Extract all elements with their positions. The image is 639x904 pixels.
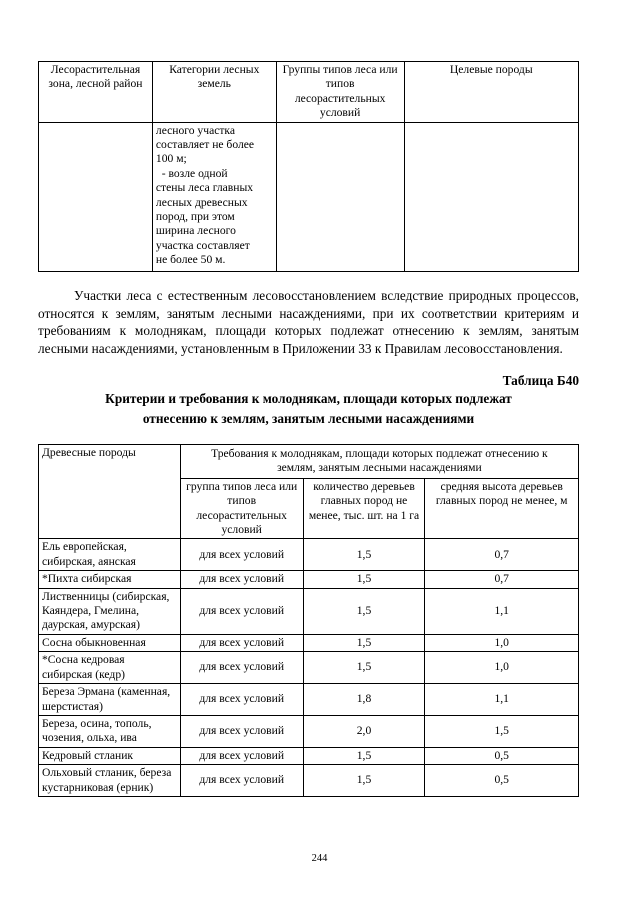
top-cell-species [404, 122, 578, 271]
table-row [39, 684, 579, 716]
table-title [38, 390, 579, 427]
table-title-line-1: Критерии и требования к молоднякам, площади которых подлежат [105, 391, 512, 406]
cell-group: для всех условий [180, 634, 303, 651]
cell-height: 1,1 [425, 684, 579, 716]
header-species: Древесные породы [39, 445, 181, 539]
table-row [39, 747, 579, 764]
top-table-header-row [39, 62, 579, 123]
cell-count: 1,5 [303, 588, 425, 634]
top-table [38, 61, 579, 272]
cell-group: для всех условий [180, 588, 303, 634]
continuation-line: лесных древесных [155, 195, 248, 209]
top-cell-category [152, 122, 276, 271]
cell-group: для всех условий [180, 539, 303, 571]
table-row [39, 715, 579, 747]
cell-height: 0,5 [425, 747, 579, 764]
top-cell-zone [39, 122, 153, 271]
cell-height: 1,5 [425, 715, 579, 747]
cell-species: Лиственницы (сибирская, Каяндера, Гмелина, даурская, амурская) [39, 588, 181, 634]
top-cell-groups [276, 122, 404, 271]
continuation-line: пород, при этом [155, 210, 235, 224]
subheader-count: количество деревьев главных пород не менее, тыс. шт. на 1 га [303, 478, 425, 539]
cell-count: 2,0 [303, 715, 425, 747]
top-header-category: Категории лесных земель [152, 62, 276, 123]
cell-height: 1,1 [425, 588, 579, 634]
continuation-line: ширина лесного [155, 224, 236, 238]
cell-species: *Сосна кедровая сибирская (кедр) [39, 652, 181, 684]
table-row [39, 765, 579, 797]
cell-group: для всех условий [180, 715, 303, 747]
cell-height: 0,7 [425, 571, 579, 588]
table-row [39, 539, 579, 571]
table-label: Таблица Б40 [502, 373, 579, 388]
top-header-groups: Группы типов леса или типов лесорастительных условий [276, 62, 404, 123]
top-header-zone: Лесорастительная зона, лесной район [39, 62, 153, 123]
cell-species: Ель европейская, сибирская, аянская [39, 539, 181, 571]
table-row [39, 634, 579, 651]
cell-group: для всех условий [180, 747, 303, 764]
cell-group: для всех условий [180, 765, 303, 797]
body-paragraph-text: Участки леса с естественным лесовосстановлением вследствие природных процессов, относятся к землям, занятым лесными насаждениями, при их соответствии критериям и требованиям к молоднякам, площади которых подлежат отнесению к землям, занятым лесными насаждениями, установленным в Приложении 33 к Правилам лесовосстановления. [38, 288, 579, 356]
page-number: 244 [311, 853, 328, 864]
table-row [39, 571, 579, 588]
cell-group: для всех условий [180, 684, 303, 716]
table-row [39, 588, 579, 634]
header-requirements: Требования к молоднякам, площади которых подлежат отнесению к землям, занятым лесными насаждениями [180, 445, 578, 479]
top-table-continuation-row [39, 122, 579, 271]
cell-species: *Пихта сибирская [39, 571, 181, 588]
cell-species: Ольховый стланик, береза кустарниковая (ерник) [39, 765, 181, 797]
cell-count: 1,5 [303, 539, 425, 571]
cell-count: 1,5 [303, 634, 425, 651]
cell-group: для всех условий [180, 652, 303, 684]
cell-height: 0,5 [425, 765, 579, 797]
table-row [39, 652, 579, 684]
cell-species: Сосна обыкновенная [39, 634, 181, 651]
main-table [38, 444, 579, 797]
continuation-line: 100 м; [155, 152, 187, 166]
subheader-height: средняя высота деревьев главных пород не менее, м [425, 478, 579, 539]
continuation-line: - возле одной [155, 166, 228, 180]
cell-count: 1,8 [303, 684, 425, 716]
table-title-line-2: отнесению к землям, занятым лесными насаждениями [142, 410, 475, 426]
subheader-group: группа типов леса или типов лесорастительных условий [180, 478, 303, 539]
cell-species: Кедровый стланик [39, 747, 181, 764]
cell-species: Береза, осина, тополь, чозения, ольха, ива [39, 715, 181, 747]
main-header-row-1 [39, 445, 579, 479]
cell-height: 1,0 [425, 652, 579, 684]
cell-count: 1,5 [303, 571, 425, 588]
top-header-species: Целевые породы [404, 62, 578, 123]
cell-species: Береза Эрмана (каменная, шерстистая) [39, 684, 181, 716]
continuation-line: стены леса главных [155, 181, 254, 195]
cell-height: 1,0 [425, 634, 579, 651]
cell-height: 0,7 [425, 539, 579, 571]
cell-count: 1,5 [303, 747, 425, 764]
continuation-line: участка составляет [155, 238, 250, 252]
cell-count: 1,5 [303, 765, 425, 797]
cell-group: для всех условий [180, 571, 303, 588]
continuation-line: лесного участка [155, 123, 236, 137]
continuation-line: составляет не более [155, 138, 255, 152]
cell-count: 1,5 [303, 652, 425, 684]
continuation-line: не более 50 м. [155, 253, 226, 267]
body-paragraph [38, 287, 579, 357]
